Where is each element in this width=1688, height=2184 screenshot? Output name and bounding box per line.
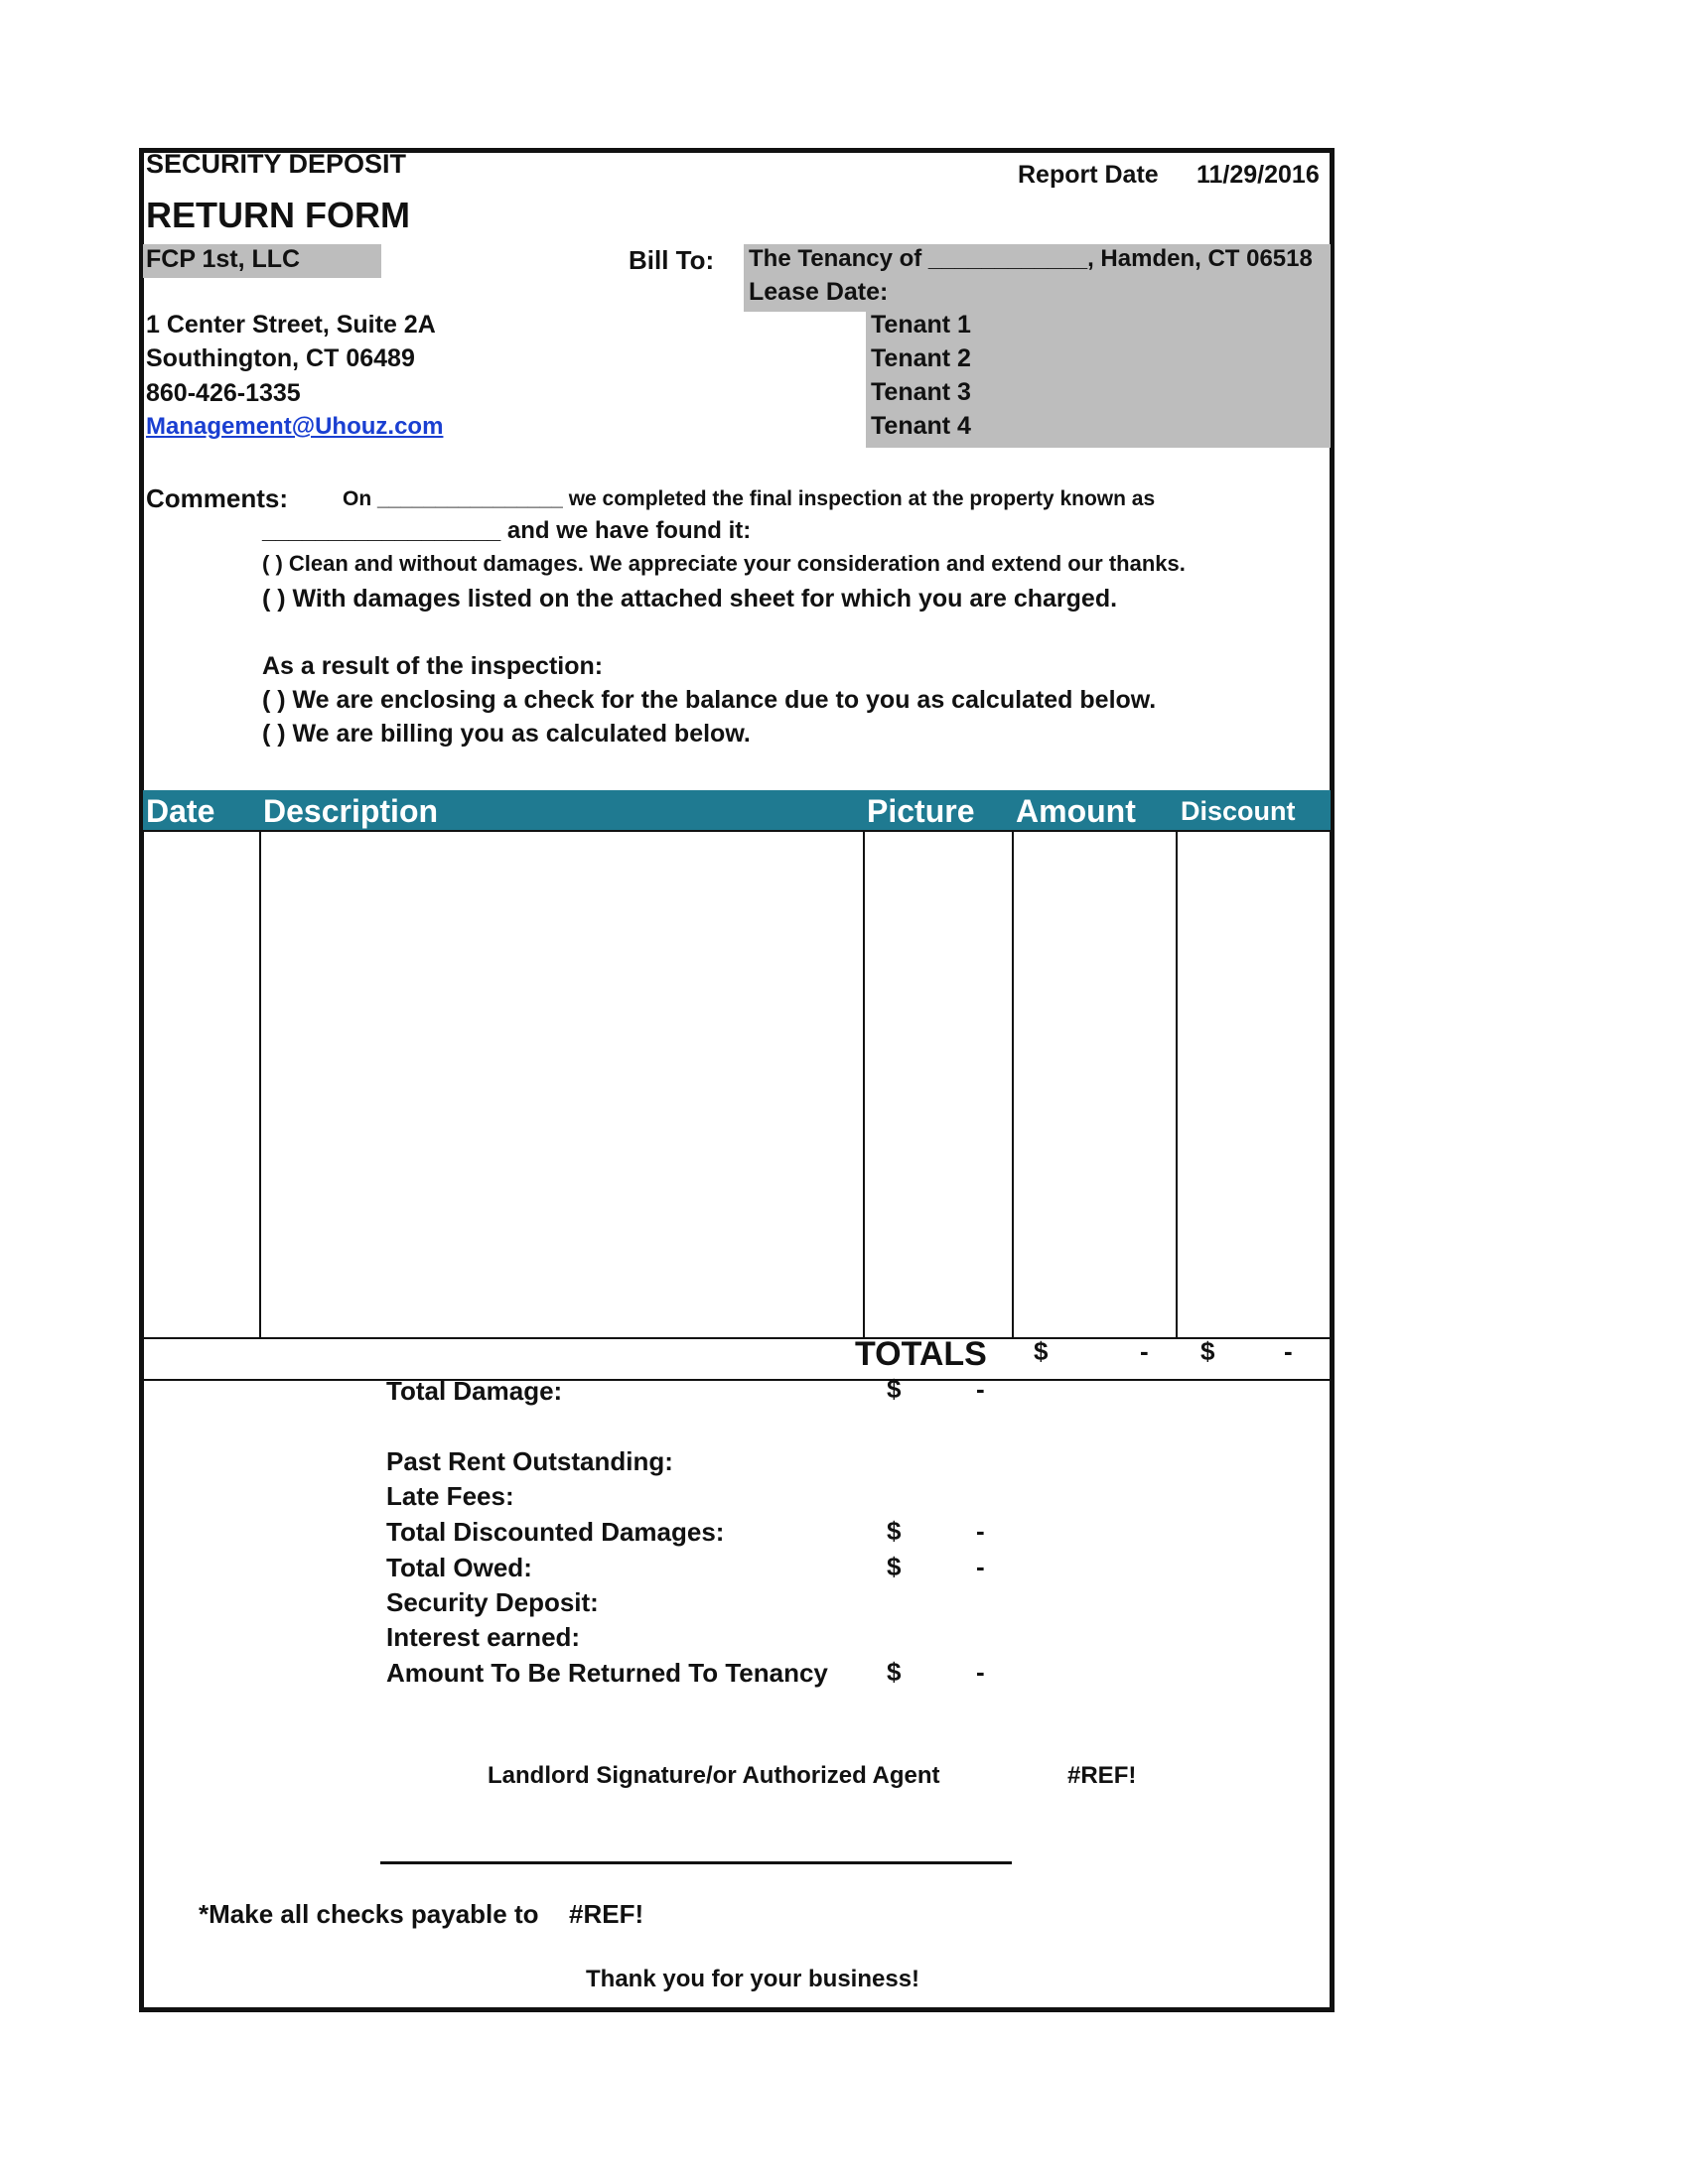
amount-column-divider [1176,832,1178,1338]
company-address1: 1 Center Street, Suite 2A [146,311,436,339]
total-damage-value: - [976,1374,985,1404]
company-phone: 860-426-1335 [146,379,301,407]
past-rent-label: Past Rent Outstanding: [386,1446,673,1476]
amount-returned-value: - [976,1657,985,1687]
column-discount: Discount [1181,796,1296,826]
tenant-1: Tenant 1 [871,311,971,339]
option-billing: ( ) We are billing you as calculated below. [262,720,751,748]
comments-line1: On ________________ we completed the final inspection at the property known as [343,487,1156,510]
report-date-value: 11/29/2016 [1196,161,1320,189]
total-discounted-label: Total Discounted Damages: [386,1517,725,1547]
date-column-divider [259,832,261,1338]
tenant-4: Tenant 4 [871,412,971,440]
payable-ref: #REF! [569,1899,644,1929]
signature-line [380,1861,1012,1864]
bill-to-label: Bill To: [629,245,715,275]
column-amount: Amount [1016,793,1136,829]
total-owed-value: - [976,1552,985,1581]
option-enclosing-check: ( ) We are enclosing a check for the balance due to you as calculated below. [262,686,1157,714]
totals-discount-value: - [1284,1336,1293,1366]
totals-bottom-rule [143,1379,1331,1381]
payable-label: *Make all checks payable to [199,1899,539,1929]
late-fees-label: Late Fees: [386,1481,514,1511]
total-damage-label: Total Damage: [386,1376,563,1406]
picture-column-divider [1012,832,1014,1338]
totals-amount-value: - [1140,1336,1149,1366]
tenancy-name: The Tenancy of ____________, Hamden, CT 06518 [749,245,1313,272]
form-title-line1: SECURITY DEPOSIT [146,149,407,179]
column-date: Date [146,793,215,829]
result-heading: As a result of the inspection: [262,652,604,680]
comments-label: Comments: [146,483,289,513]
signature-ref: #REF! [1067,1762,1137,1789]
total-discounted-symbol: $ [887,1516,902,1546]
form-title-line2: RETURN FORM [146,195,410,235]
amount-returned-symbol: $ [887,1657,902,1687]
option-clean: ( ) Clean and without damages. We appreciate your consideration and extend our thanks. [262,551,1186,576]
total-discounted-value: - [976,1516,985,1546]
total-owed-label: Total Owed: [386,1553,532,1582]
total-damage-symbol: $ [887,1374,902,1404]
report-date-label: Report Date [1018,161,1159,189]
column-picture: Picture [867,793,975,829]
lease-date-label: Lease Date: [749,278,889,306]
company-name: FCP 1st, LLC [146,245,301,273]
totals-discount-symbol: $ [1200,1336,1215,1366]
column-description: Description [263,793,439,829]
company-address2: Southington, CT 06489 [146,344,415,372]
thank-you-note: Thank you for your business! [586,1966,920,1992]
company-email-link[interactable]: Management@Uhouz.com [146,413,444,440]
interest-earned-label: Interest earned: [386,1622,581,1652]
totals-label: TOTALS [855,1335,987,1373]
table-header-bottom-rule [143,830,1331,832]
totals-amount-symbol: $ [1034,1336,1049,1366]
tenant-2: Tenant 2 [871,344,971,372]
amount-returned-label: Amount To Be Returned To Tenancy [386,1658,828,1688]
option-damages: ( ) With damages listed on the attached sheet for which you are charged. [262,585,1118,613]
security-deposit-label: Security Deposit: [386,1587,599,1617]
signature-label: Landlord Signature/or Authorized Agent [488,1762,940,1789]
table-body-bottom-rule [143,1337,1331,1339]
comments-line2: __________________ and we have found it: [262,517,752,544]
description-column-divider [863,832,865,1338]
tenant-3: Tenant 3 [871,378,971,406]
total-owed-symbol: $ [887,1552,902,1581]
